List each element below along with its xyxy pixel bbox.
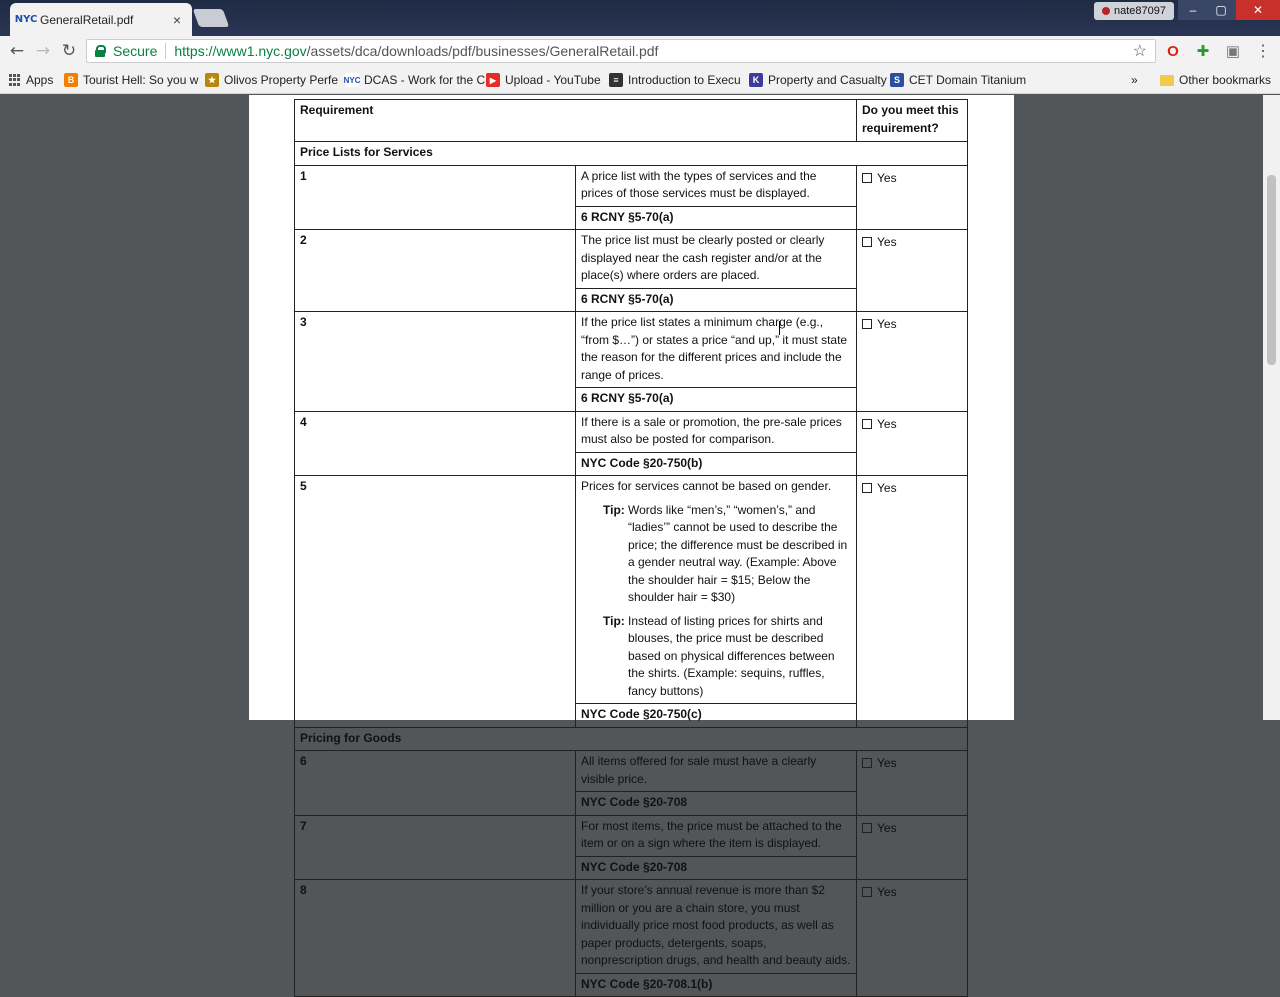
checkbox-icon bbox=[862, 483, 872, 493]
close-window-button[interactable]: ✕ bbox=[1236, 0, 1280, 20]
bookmark-item[interactable] bbox=[205, 71, 339, 89]
requirement-text: For most items, the price must be attached to the item or on a sign where the item is displayed. bbox=[576, 815, 857, 856]
bookmark-label: Olivos Property Perfe bbox=[224, 73, 339, 87]
profile-icon bbox=[1102, 7, 1110, 15]
forward-button[interactable]: → bbox=[35, 41, 51, 61]
close-tab-icon[interactable]: × bbox=[172, 11, 182, 28]
requirement-text: If your store’s annual revenue is more than $2 million or you are a chain store, you must individually price most food products, as well as paper products, detergents, soaps, nonprescription drugs, and health and beauty aids. bbox=[576, 880, 857, 974]
row-number: 5 bbox=[295, 476, 576, 728]
apps-grid-icon bbox=[9, 74, 21, 86]
requirement-text: If the price list states a minimum charge (e.g., “from $…”) or states a price “and up,” it must state the reason for the different prices and include the range of prices. bbox=[576, 312, 857, 388]
checkbox-icon bbox=[862, 419, 872, 429]
gray-extension-icon[interactable]: ▣ bbox=[1225, 43, 1241, 60]
requirement-text: If there is a sale or promotion, the pre-sale prices must also be posted for comparison. bbox=[576, 411, 857, 452]
header-meet: Do you meet this requirement? bbox=[857, 100, 968, 142]
tip-block bbox=[603, 502, 851, 607]
bookmark-label: Property and Casualty bbox=[768, 73, 887, 87]
requirement-cell bbox=[576, 476, 857, 704]
menu-icon[interactable]: ⋮ bbox=[1255, 43, 1271, 60]
browser-toolbar bbox=[0, 36, 1280, 66]
requirement-text: A price list with the types of services and the prices of those services must be displayed. bbox=[576, 165, 857, 206]
table-row bbox=[295, 751, 968, 792]
code-citation: 6 RCNY §5-70(a) bbox=[576, 288, 857, 312]
back-button[interactable]: ← bbox=[9, 41, 25, 61]
address-bar[interactable] bbox=[86, 39, 1156, 63]
cet-icon: S bbox=[890, 73, 904, 87]
section-goods-title: Pricing for Goods bbox=[295, 727, 968, 751]
row-number: 1 bbox=[295, 165, 576, 230]
url-text bbox=[174, 43, 658, 59]
header-requirement: Requirement bbox=[295, 100, 857, 142]
green-extension-icon[interactable]: ✚ bbox=[1196, 43, 1210, 60]
section-services-title: Price Lists for Services bbox=[295, 142, 968, 166]
tip-label: Tip: bbox=[603, 613, 625, 628]
nyc-icon: NYC bbox=[345, 73, 359, 87]
checkbox-icon bbox=[862, 758, 872, 768]
yes-label: Yes bbox=[877, 317, 897, 331]
maximize-button[interactable]: ▢ bbox=[1206, 0, 1236, 20]
yes-checkbox[interactable] bbox=[857, 165, 968, 230]
nyc-favicon-icon: NYC bbox=[14, 14, 38, 25]
code-citation: NYC Code §20-750(c) bbox=[576, 704, 857, 728]
folder-icon bbox=[1160, 75, 1174, 86]
bookmark-label: Other bookmarks bbox=[1179, 73, 1272, 87]
url-path: /assets/dca/downloads/pdf/businesses/GeneralRetail.pdf bbox=[306, 43, 659, 59]
bookmarks-overflow-button[interactable] bbox=[1131, 71, 1138, 89]
bookmark-item[interactable] bbox=[609, 71, 739, 89]
yes-checkbox[interactable] bbox=[857, 880, 968, 997]
yes-checkbox[interactable] bbox=[857, 751, 968, 816]
checkbox-icon bbox=[862, 319, 872, 329]
yes-label: Yes bbox=[877, 756, 897, 770]
table-header-row bbox=[295, 100, 968, 142]
url-host: https://www1.nyc.gov bbox=[174, 43, 307, 59]
requirement-text: The price list must be clearly posted or clearly displayed near the cash register and/or at the place(s) where orders are placed. bbox=[576, 230, 857, 289]
minimize-button[interactable]: – bbox=[1178, 0, 1208, 20]
yes-label: Yes bbox=[877, 416, 897, 431]
code-citation: NYC Code §20-708 bbox=[576, 856, 857, 880]
yes-checkbox[interactable] bbox=[857, 312, 968, 412]
chevron-overflow-icon: » bbox=[1131, 73, 1138, 87]
other-bookmarks[interactable] bbox=[1160, 71, 1271, 89]
table-row bbox=[295, 165, 968, 206]
yes-label: Yes bbox=[877, 885, 897, 899]
table-row bbox=[295, 880, 968, 974]
yes-label: Yes bbox=[877, 820, 897, 835]
lock-icon bbox=[95, 45, 105, 57]
secure-label: Secure bbox=[113, 43, 158, 59]
requirement-text: All items offered for sale must have a clearly visible price. bbox=[576, 751, 857, 792]
new-tab-button[interactable] bbox=[193, 9, 230, 27]
bookmark-item[interactable] bbox=[486, 71, 604, 89]
pdf-page bbox=[249, 95, 1014, 991]
bookmark-item[interactable] bbox=[749, 71, 887, 89]
tab-strip bbox=[0, 0, 1280, 36]
blogger-icon: B bbox=[64, 73, 78, 87]
code-citation: 6 RCNY §5-70(a) bbox=[576, 388, 857, 412]
row-number: 7 bbox=[295, 815, 576, 880]
yes-checkbox[interactable] bbox=[857, 230, 968, 312]
bookmark-label: Apps bbox=[26, 73, 54, 87]
bookmark-star-icon[interactable]: ☆ bbox=[1132, 43, 1147, 60]
bookmark-item[interactable] bbox=[890, 71, 1027, 89]
yes-checkbox[interactable] bbox=[857, 411, 968, 476]
section-row bbox=[295, 142, 968, 166]
row-number: 6 bbox=[295, 751, 576, 816]
kaplan-icon: K bbox=[749, 73, 763, 87]
divider bbox=[165, 43, 166, 59]
tab-generalretail[interactable] bbox=[10, 3, 192, 36]
bookmark-label: Upload - YouTube bbox=[505, 73, 601, 87]
reload-button[interactable]: ↻ bbox=[61, 41, 77, 61]
youtube-icon: ▶ bbox=[486, 73, 500, 87]
tip-text: Instead of listing prices for shirts and blouses, the price must be described based on physical differences between the shirts. (Example: sequins, ruffles, fancy buttons) bbox=[628, 613, 835, 698]
table-row bbox=[295, 476, 968, 704]
tip-block bbox=[603, 613, 851, 701]
checkbox-icon bbox=[862, 887, 872, 897]
requirement-text: Prices for services cannot be based on gender. bbox=[581, 479, 832, 493]
yes-label: Yes bbox=[877, 170, 897, 185]
requirements-table bbox=[294, 99, 968, 997]
code-citation: NYC Code §20-750(b) bbox=[576, 452, 857, 476]
bookmarks-bar bbox=[0, 66, 1280, 94]
scrollbar-thumb[interactable] bbox=[1267, 175, 1276, 365]
bookmark-label: Introduction to Execu bbox=[628, 73, 741, 87]
tip-text: Words like “men’s,” “women’s,” and “ladies’” cannot be used to describe the price; the difference must be described in a gender neutral way. (Example: Above the shoulder hair = $15; Below the shoulder hair = $30) bbox=[628, 502, 848, 604]
row-number: 2 bbox=[295, 230, 576, 312]
bookmark-label: DCAS - Work for the C bbox=[364, 73, 486, 87]
checkbox-icon bbox=[862, 823, 872, 833]
code-citation: 6 RCNY §5-70(a) bbox=[576, 206, 857, 230]
table-row bbox=[295, 411, 968, 452]
table-row bbox=[295, 312, 968, 388]
bookmark-item[interactable] bbox=[343, 71, 486, 89]
tab-title: GeneralRetail.pdf bbox=[40, 12, 134, 27]
section-row bbox=[295, 727, 968, 751]
profile-button[interactable] bbox=[1094, 2, 1174, 20]
row-number: 8 bbox=[295, 880, 576, 997]
yes-checkbox[interactable] bbox=[857, 476, 968, 728]
vertical-scrollbar[interactable] bbox=[1263, 95, 1280, 720]
yes-checkbox[interactable] bbox=[857, 815, 968, 880]
yes-label: Yes bbox=[877, 481, 897, 495]
code-citation: NYC Code §20-708 bbox=[576, 792, 857, 816]
yes-label: Yes bbox=[877, 235, 897, 249]
row-number: 4 bbox=[295, 411, 576, 476]
profile-name: nate87097 bbox=[1114, 5, 1166, 17]
bookmark-item[interactable] bbox=[64, 71, 199, 89]
intro-icon: ≡ bbox=[609, 73, 623, 87]
table-row bbox=[295, 815, 968, 856]
checkbox-icon bbox=[862, 237, 872, 247]
table-row bbox=[295, 230, 968, 289]
tip-label: Tip: bbox=[603, 502, 625, 517]
code-citation: NYC Code §20-708.1(b) bbox=[576, 973, 857, 997]
pdf-viewer bbox=[0, 95, 1280, 991]
text-cursor-icon bbox=[779, 321, 785, 335]
bookmark-label: CET Domain Titanium bbox=[909, 73, 1027, 87]
opera-extension-icon[interactable]: O bbox=[1167, 42, 1179, 60]
olivos-icon: ★ bbox=[205, 73, 219, 87]
bookmark-label: Tourist Hell: So you w bbox=[83, 73, 199, 87]
bookmark-apps[interactable] bbox=[9, 71, 53, 89]
row-number: 3 bbox=[295, 312, 576, 412]
checkbox-icon bbox=[862, 173, 872, 183]
